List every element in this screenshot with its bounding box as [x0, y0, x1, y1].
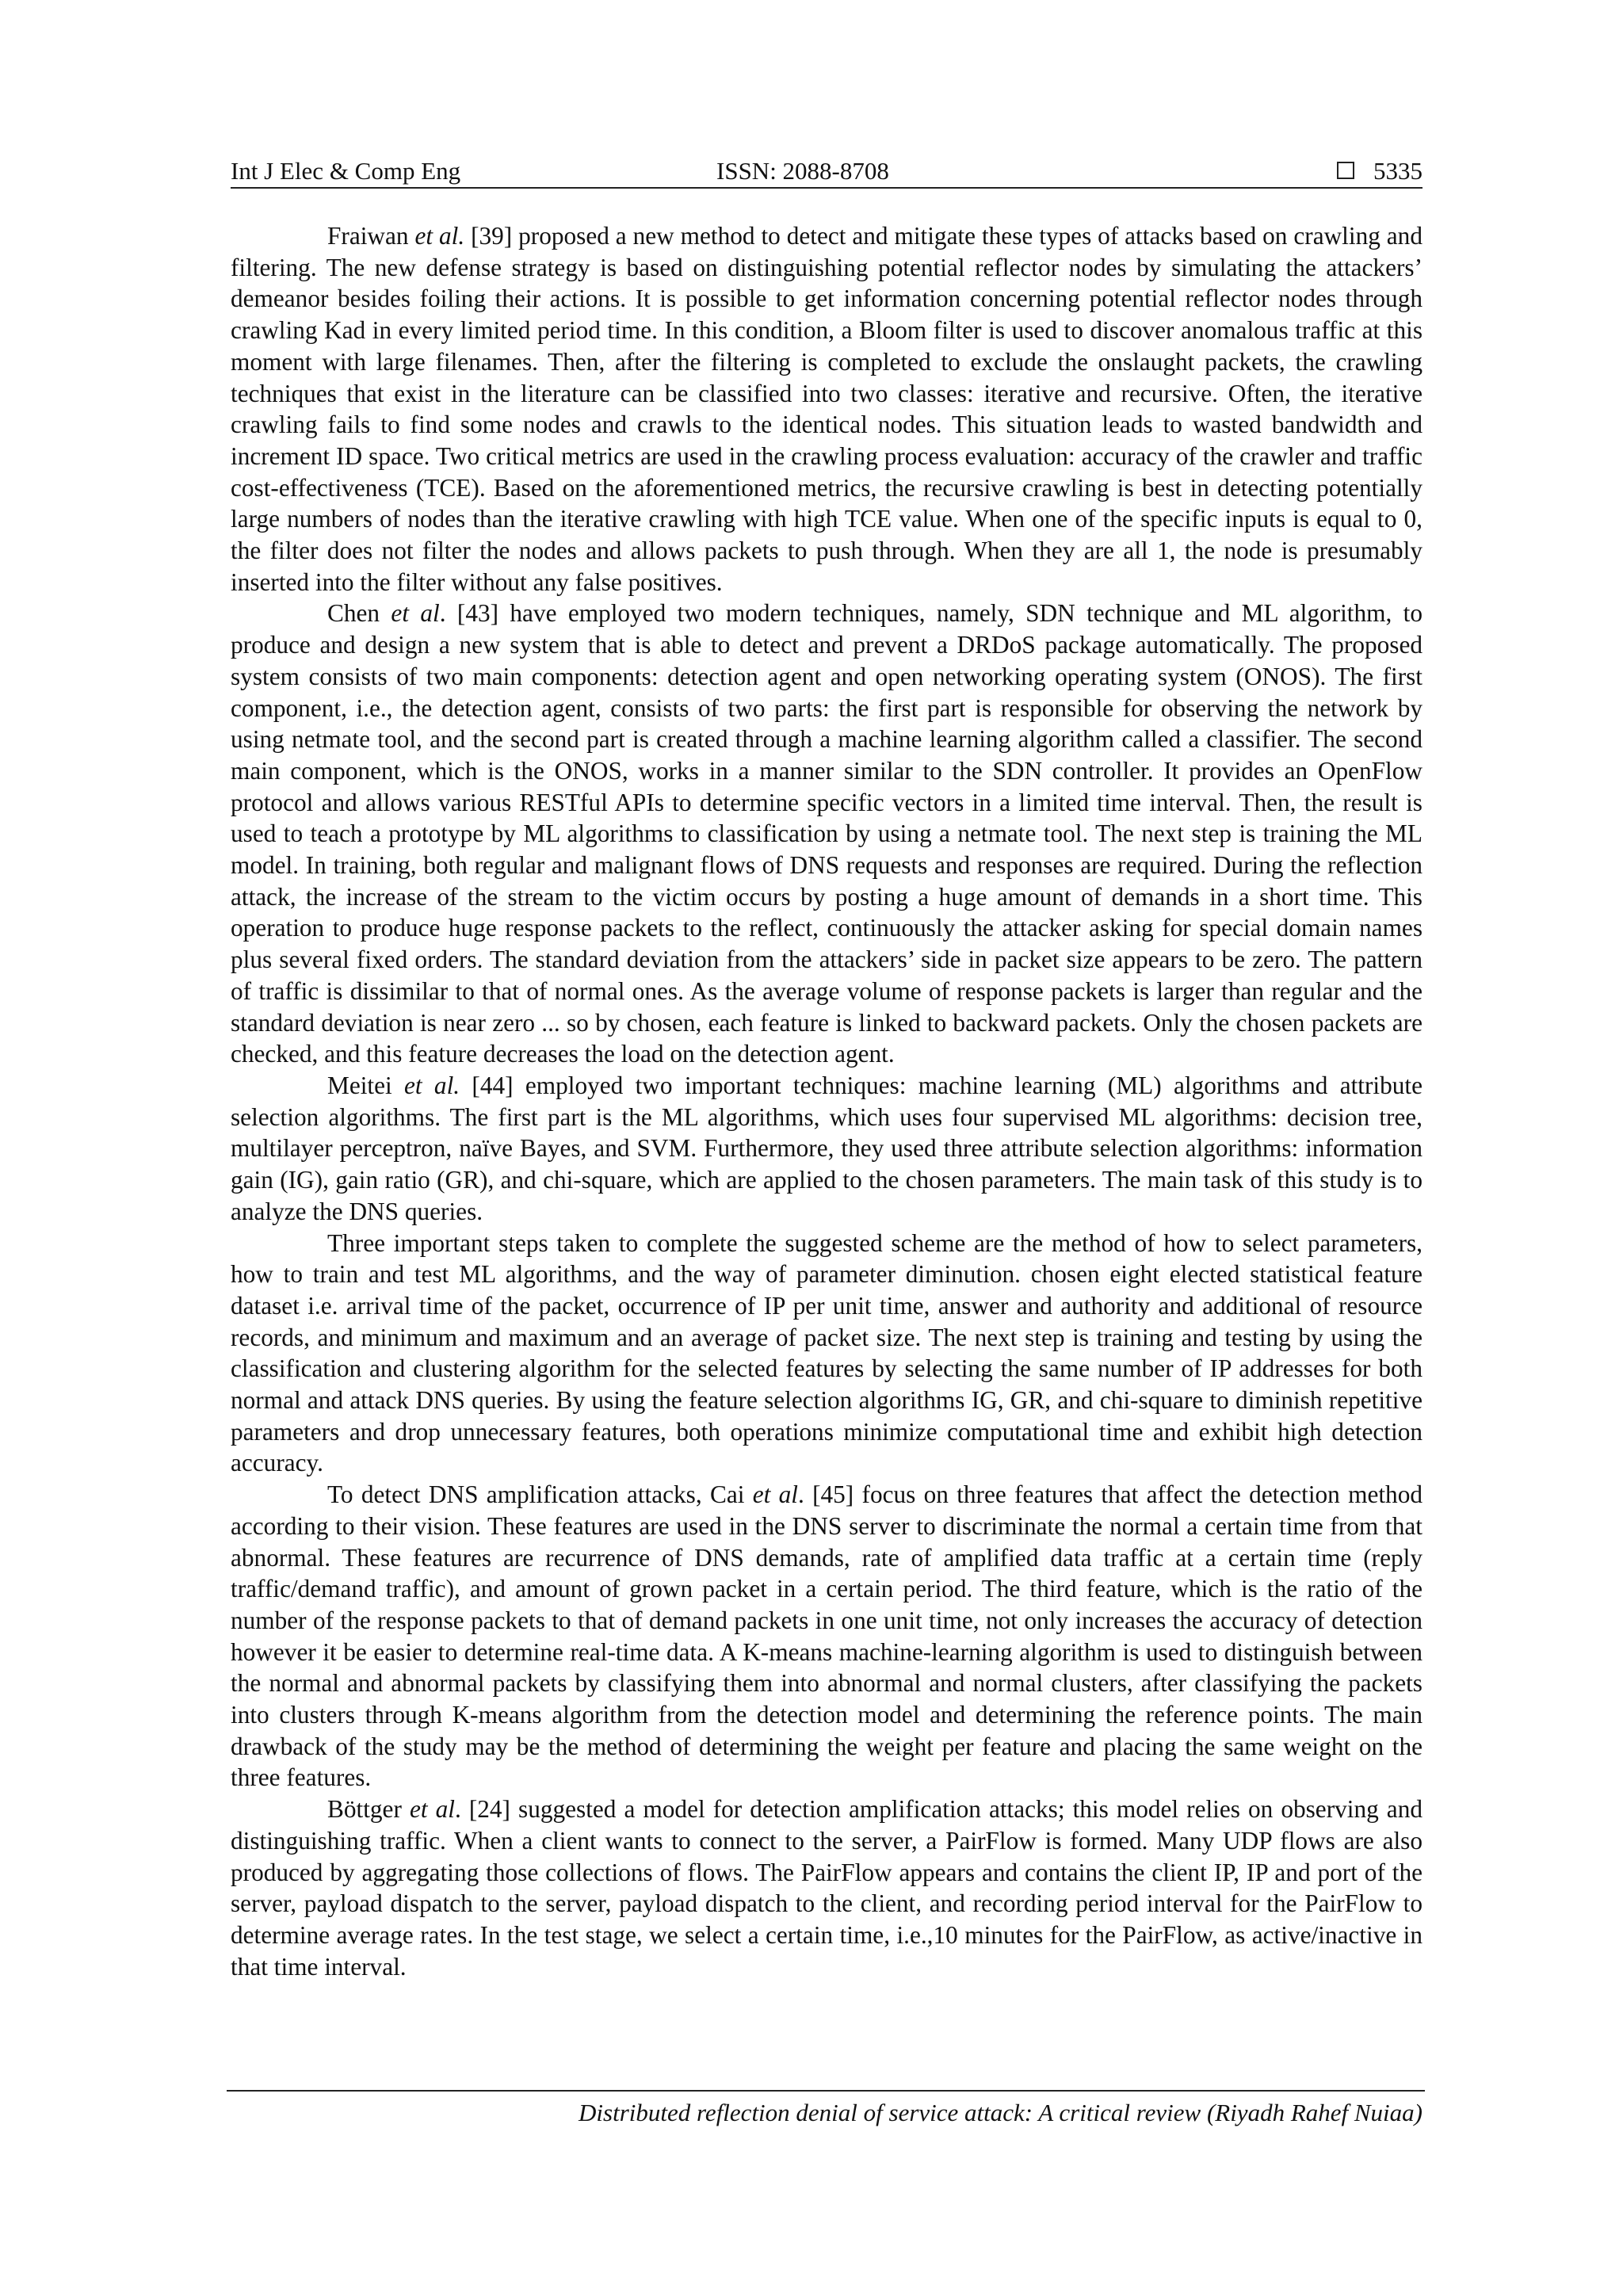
etal-citation: et al [752, 1480, 798, 1509]
issn-label: ISSN: 2088-8708 [716, 157, 889, 185]
paragraph-text: . [24] suggested a model for detection amplification attacks; this model relies on observing and distinguishing traffic. When a client wants to connect to the server, a PairFlow is formed. Many UDP flows are also produced by aggregating those collections of flows. The PairFlow appears and contains the client IP, IP and port of the server, payload dispatch to the server, payload dispatch to the client, and recording period interval for the PairFlow to determine average rates. In the test stage, we select a certain time, i.e.,10 minutes for the PairFlow, as active/inactive in that time interval. [231, 1795, 1423, 1981]
paragraph-meitei [231, 1070, 1423, 1228]
paragraph-lead: Fraiwan [327, 222, 415, 250]
etal-citation: et al. [404, 1071, 460, 1099]
paragraph-lead: Three important steps taken to complete the suggested scheme are the method of how to select parameters, how to train and test ML algorithms, and the way of parameter diminution. chosen eight elected statistical feature dataset i.e. arrival time of the packet, occurrence of IP per unit time, answer and authority and additional of resource records, and minimum and maximum and an average of packet size. The next step is training and testing by using the classification and clustering algorithm for the selected features by selecting the same number of IP addresses for both normal and attack DNS queries. By using the feature selection algorithms IG, GR, and chi-square to diminish repetitive parameters and drop unnecessary features, both operations minimize computational time and exhibit high detection accuracy. [231, 1228, 1423, 1477]
paragraph-lead: Böttger [327, 1795, 410, 1824]
etal-citation: et al [409, 1795, 455, 1824]
paragraph-text: [44] employed two important techniques: machine learning (ML) algorithms and attribute selection algorithms. The first part is the ML algorithms, which uses four supervised ML algorithms: decision tree, multilayer perceptron, naïve Bayes, and SVM. Furthermore, they used three attribute selection algorithms: information gain (IG), gain ratio (GR), and chi-square, which are applied to the chosen parameters. The main task of this study is to analyze the DNS queries. [231, 1071, 1423, 1225]
paragraph-three-steps [231, 1228, 1423, 1480]
page-number: 5335 [1373, 157, 1423, 185]
paragraph-text: [39] proposed a new method to detect and mitigate these types of attacks based on crawling and filtering. The new defense strategy is based on distinguishing potential reflector nodes by simulating the attackers’ demeanor besides foiling their actions. It is possible to get information concerning potential reflector nodes through crawling Kad in every limited period time. In this condition, a Bloom filter is used to discover anomalous traffic at this moment with large filenames. Then, after the filtering is completed to exclude the onslaught packets, the crawling techniques that exist in the literature can be classified into two classes: iterative and recursive. Often, the iterative crawling fails to find some nodes and crawls to the identical nodes. This situation leads to wasted bandwidth and increment ID space. Two critical metrics are used in the crawling process evaluation: accuracy of the crawler and traffic cost-effectiveness (TCE). Based on the aforementioned metrics, the recursive crawling is best in detecting potentially large numbers of nodes than the iterative crawling with high TCE value. When one of the specific inputs is equal to 0, the filter does not filter the nodes and allows packets to push through. When they are all 1, the node is presumably inserted into the filter without any false positives. [231, 222, 1423, 596]
page-header [231, 155, 1423, 189]
paragraph-text: . [45] focus on three features that affect the detection method according to their vision. These features are used in the DNS server to discriminate the normal a certain time from that abnormal. These features are recurrence of DNS demands, rate of amplified data traffic at a certain time (reply traffic/demand traffic), and amount of grown packet in a certain period. The third feature, which is the ratio of the number of the response packets to that of demand packets in one unit time, not only increases the accuracy of detection however it be easier to determine real-time data. A K-means machine-learning algorithm is used to distinguish between the normal and abnormal packets by classifying them into abnormal and normal clusters, after classifying the packets into clusters through K-means algorithm from the detection model and determining the reference points. The main drawback of the study may be the method of determining the weight per feature and placing the same weight on the three features. [231, 1480, 1423, 1792]
paragraph-lead: Chen [327, 599, 391, 628]
etal-citation: et al. [414, 222, 465, 250]
running-title: Distributed reflection denial of service attack: A critical review (Riyadh Rahef Nuiaa) [579, 2099, 1423, 2126]
paragraph-fraiwan [231, 220, 1423, 598]
journal-name: Int J Elec & Comp Eng [231, 157, 461, 185]
article-body [231, 220, 1423, 1982]
paragraph-lead: Meitei [327, 1071, 405, 1099]
paragraph-bottger [231, 1794, 1423, 1982]
paragraph-text: . [43] have employed two modern techniques, namely, SDN technique and ML algorithm, to produce and design a new system that is able to detect and prevent a DRDoS package automatically. The proposed system consists of two main components: detection agent and open networking operating system (ONOS). The first component, i.e., the detection agent, consists of two parts: the first part is responsible for observing the network by using netmate tool, and the second part is created through a machine learning algorithm called a classifier. The second main component, which is the ONOS, works in a manner similar to the SDN controller. It provides an OpenFlow protocol and allows various RESTful APIs to determine specific vectors in a limited time interval. Then, the result is used to teach a prototype by ML algorithms to classification by using a netmate tool. The next step is training the ML model. In training, both regular and malignant flows of DNS requests and responses are required. During the reflection attack, the increase of the stream to the victim occurs by posting a huge amount of demands in a short time. This operation to produce huge response packets to the reflect, continuously the attacker asking for special domain names plus several fixed orders. The standard deviation from the attackers’ side in packet size appears to be zero. The pattern of traffic is dissimilar to that of normal ones. As the average volume of response packets is larger than regular and the standard deviation is near zero ... so by chosen, each feature is linked to backward packets. Only the chosen packets are checked, and this feature decreases the load on the detection agent. [231, 599, 1423, 1068]
paragraph-lead: To detect DNS amplification attacks, Cai [327, 1480, 753, 1509]
paragraph-cai [231, 1479, 1423, 1794]
footer-divider [227, 2090, 1425, 2092]
paragraph-chen [231, 598, 1423, 1070]
etal-citation: et al [391, 599, 440, 628]
square-bullet-icon [1337, 162, 1354, 179]
